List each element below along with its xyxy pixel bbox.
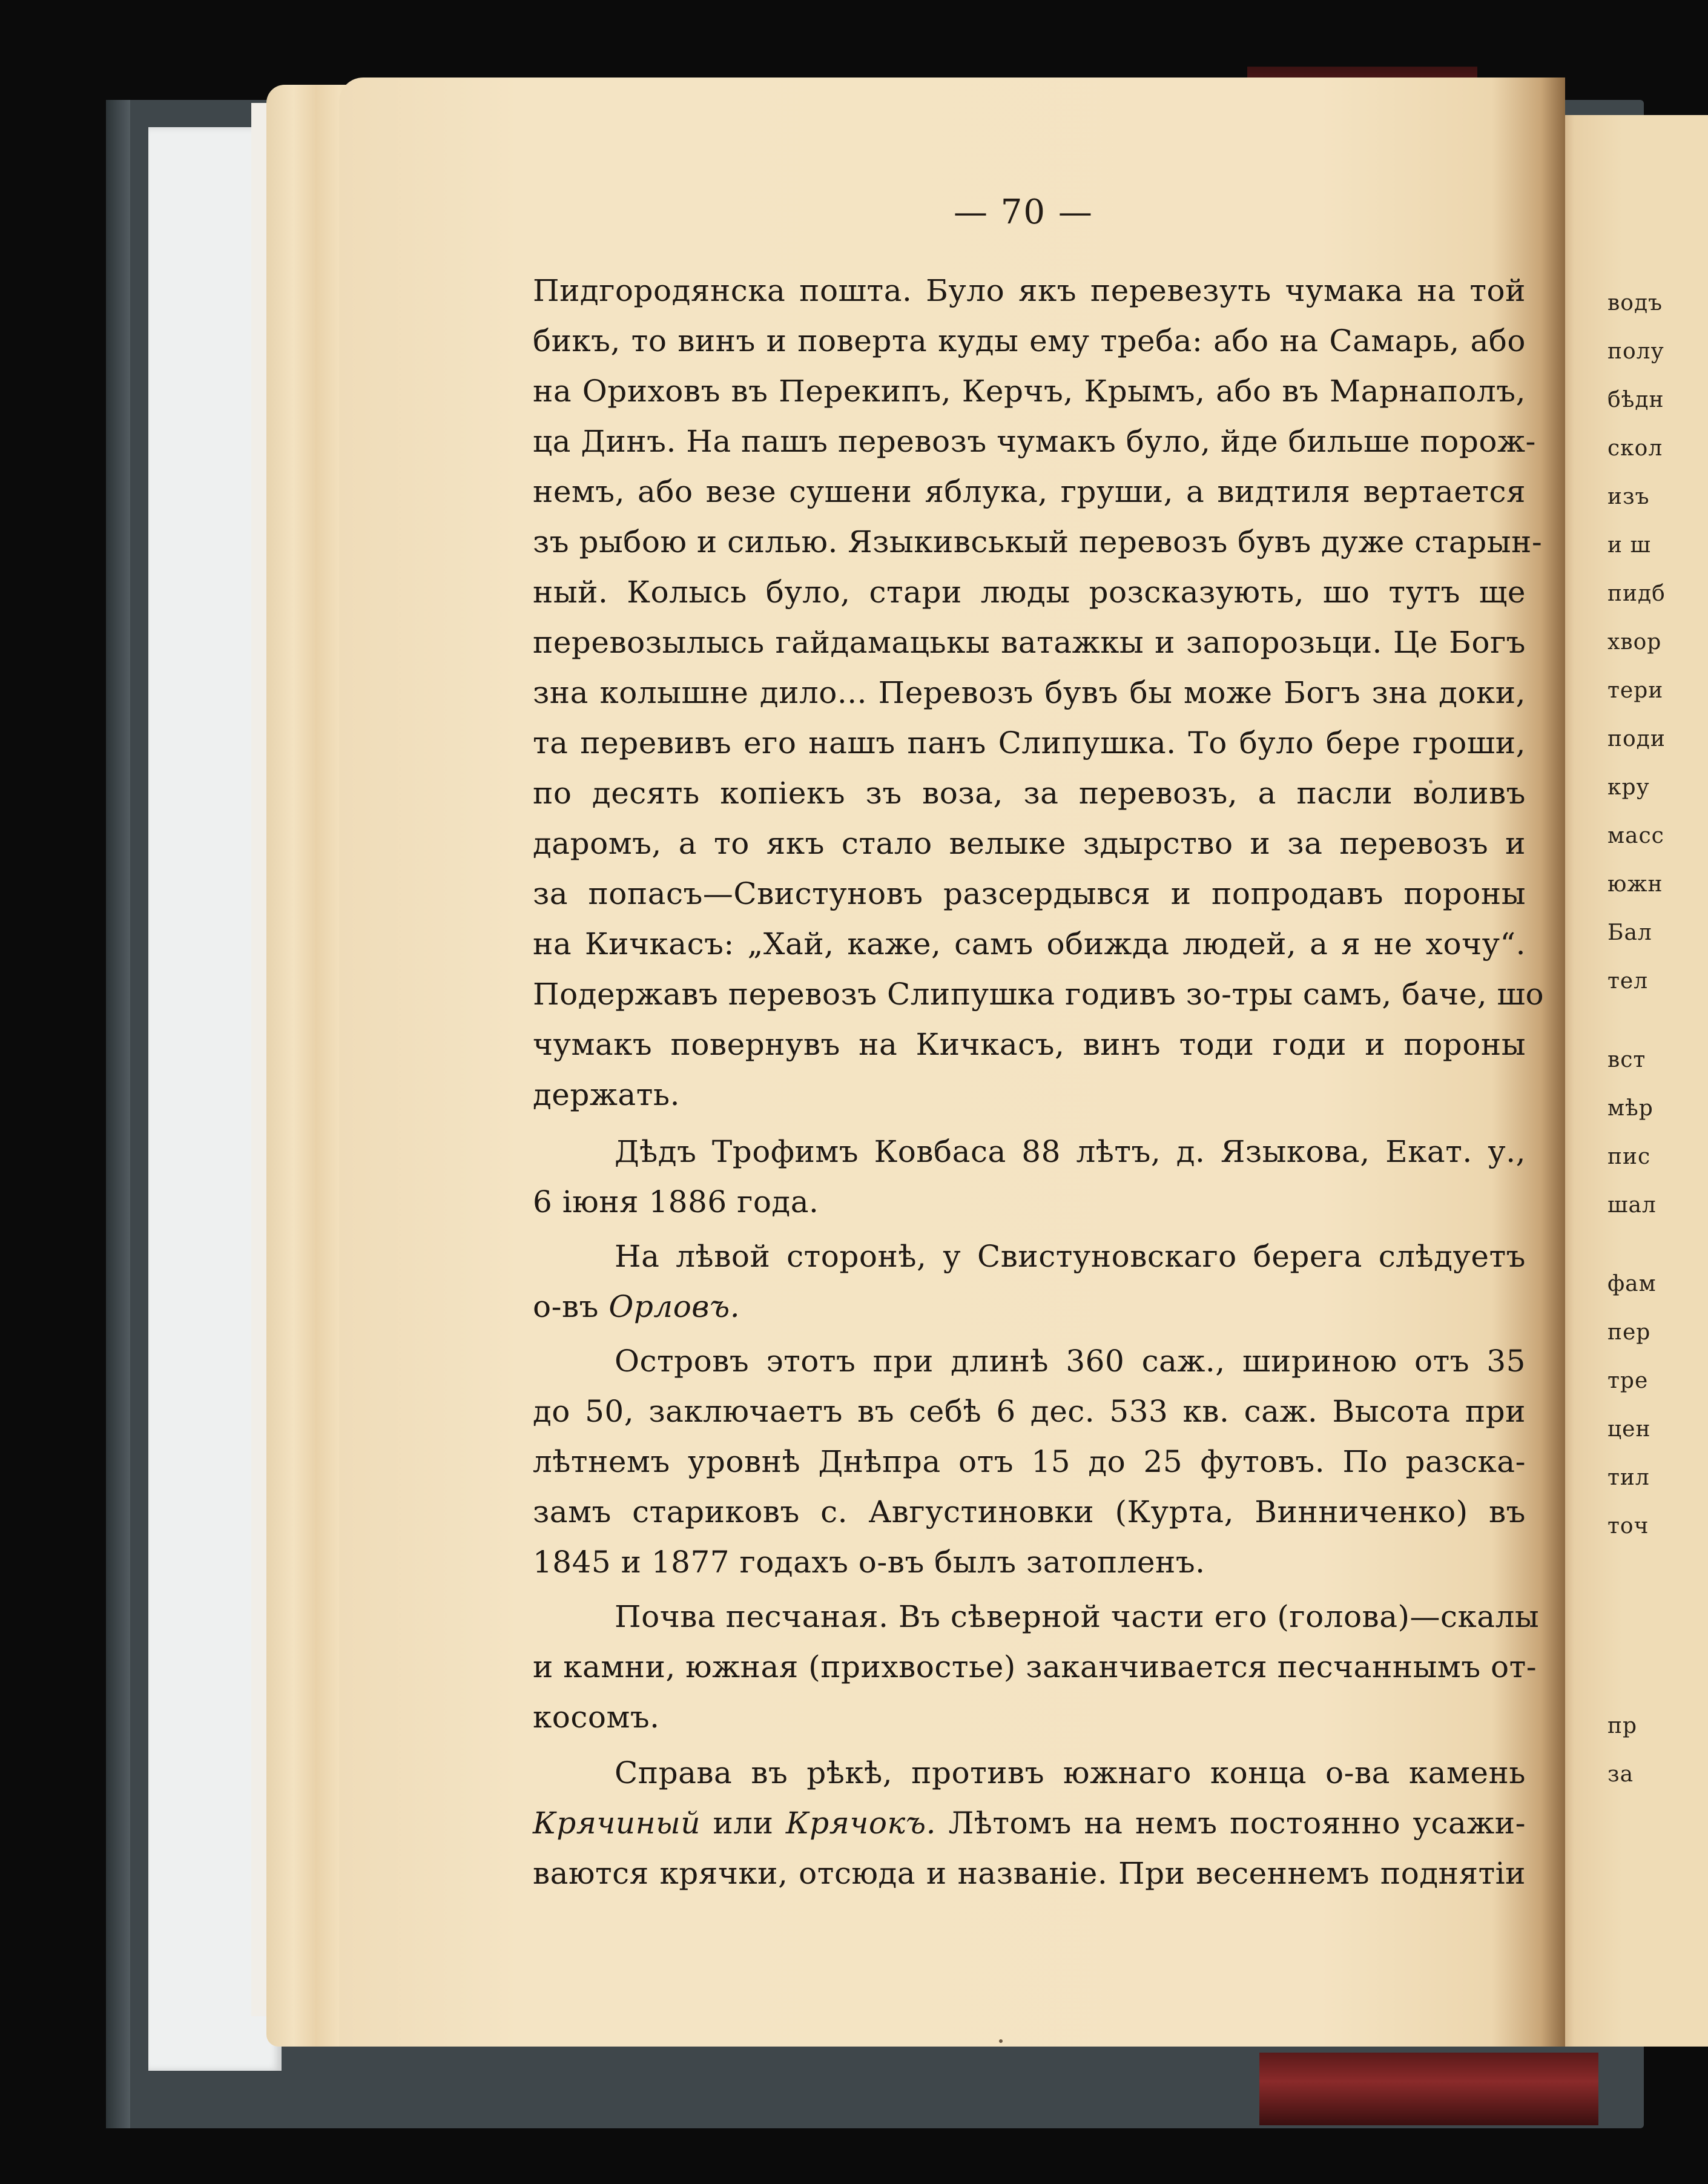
text-line: на Ориховъ въ Перекипъ, Керчъ, Крымъ, або въ Марнаполъ, (533, 374, 1526, 409)
facing-line: поди (1607, 727, 1666, 751)
book-cover-edge (106, 100, 130, 2128)
text-line: за попасъ—Свистуновъ разсердывся и попродавъ пороны (533, 876, 1526, 911)
text-fragment: о-въ (533, 1289, 599, 1324)
page-number: — 70 — (954, 193, 1093, 232)
text-line: бикъ, то винъ и поверта куды ему треба: або на Самарь, або (533, 323, 1526, 358)
rock-name-kryachok: Крячокъ. (785, 1806, 936, 1841)
text-line: по десять копіекъ зъ воза, за перевозъ, а пасли воливъ (533, 776, 1526, 811)
text-line: ный. Колысь було, стари люды розсказують, шо тутъ ще (533, 575, 1526, 610)
facing-page (1550, 115, 1708, 2047)
facing-line: южн (1607, 872, 1663, 897)
facing-line: хвор (1607, 630, 1662, 655)
text-line: держать. (533, 1077, 680, 1112)
text-line (533, 1805, 1526, 1841)
text-line: Пидгородянска пошта. Було якъ перевезуть чумака на той (533, 273, 1526, 308)
text-line: даромъ, а то якъ стало велыке здырство и за перевозъ и (533, 826, 1526, 861)
text-line: Справа въ рѣкѣ, противъ южнаго конца о-ва камень (615, 1755, 1526, 1790)
facing-line: пр (1607, 1714, 1638, 1738)
text-line: зъ рыбою и силью. Языкивськый перевозъ бувъ дуже старын- (533, 524, 1543, 559)
facing-line: пер (1607, 1320, 1651, 1345)
facing-line: кру (1607, 775, 1650, 800)
facing-line: цен (1607, 1417, 1651, 1442)
text-line: На лѣвой сторонѣ, у Свистуновскаго берега слѣдуетъ (615, 1239, 1526, 1274)
facing-line: мѣр (1607, 1096, 1654, 1121)
text-line: лѣтнемъ уровнѣ Днѣпра отъ 15 до 25 футовъ. По разска- (533, 1444, 1526, 1479)
facing-line: фам (1607, 1272, 1657, 1296)
facing-line: бѣдн (1607, 388, 1664, 412)
facing-line: пис (1607, 1144, 1651, 1169)
facing-line: тел (1607, 969, 1649, 994)
facing-line: водъ (1607, 291, 1663, 315)
text-line: та перевивъ его нашъ панъ Слипушка. То було бере гроши, (533, 725, 1526, 760)
facing-line: и ш (1607, 533, 1651, 558)
citation-line: Дѣдъ Трофимъ Ковбаса 88 лѣтъ, д. Языкова, Екат. у., (615, 1134, 1526, 1169)
text-line (533, 1288, 1526, 1325)
text-line: косомъ. (533, 1700, 660, 1735)
text-line: перевозылысь гайдамацькы ватажкы и запорозьци. Це Богъ (533, 625, 1526, 660)
text-line: ца Динъ. На пашъ перевозъ чумакъ було, йде бильше порож- (533, 424, 1536, 459)
text-line: Островъ этотъ при длинѣ 360 саж., шириною отъ 35 (615, 1344, 1526, 1379)
facing-line: пидб (1607, 581, 1666, 606)
facing-line: вст (1607, 1047, 1646, 1072)
text-line: до 50, заключаетъ въ себѣ 6 дес. 533 кв. саж. Высота при (533, 1394, 1526, 1429)
facing-line: за (1607, 1762, 1634, 1787)
binding-red-bottom (1259, 2053, 1598, 2125)
facing-line: точ (1607, 1514, 1649, 1539)
text-line: 1845 и 1877 годахъ о-въ былъ затопленъ. (533, 1545, 1205, 1580)
text-fragment: Лѣтомъ на немъ постоянно усажи- (948, 1806, 1526, 1841)
citation-line: 6 іюня 1886 года. (533, 1184, 819, 1219)
text-line: немъ, або везе сушени яблука, груши, а видтиля вертается (533, 474, 1526, 509)
facing-line: скол (1607, 436, 1663, 461)
facing-line: полу (1607, 339, 1664, 364)
text-line: зна колышне дило... Перевозъ бувъ бы може Богъ зна доки, (533, 675, 1526, 710)
text-line: Почва песчаная. Въ сѣверной части его (голова)—скалы (615, 1599, 1540, 1634)
text-line: чумакъ повернувъ на Кичкасъ, винъ тоди годи и пороны (533, 1027, 1526, 1062)
island-name-orlov: Орловъ. (608, 1289, 740, 1324)
facing-line: шал (1607, 1193, 1657, 1218)
facing-line: тери (1607, 678, 1664, 703)
text-line: Подержавъ перевозъ Слипушка годивъ зо-тры самъ, баче, шо (533, 977, 1545, 1012)
rock-name-kryachinyi: Крячиный (533, 1806, 701, 1841)
text-line: замъ стариковъ с. Августиновки (Курта, Винниченко) въ (533, 1494, 1526, 1529)
facing-line: Бал (1607, 920, 1652, 945)
text-line: на Кичкасъ: „Хай, каже, самъ обижда людей, а я не хочу“. (533, 926, 1526, 962)
facing-line: изъ (1607, 484, 1650, 509)
facing-line: тил (1607, 1465, 1650, 1490)
facing-line: масс (1607, 823, 1664, 848)
text-fragment: или (713, 1806, 774, 1841)
text-line: ваются крячки, отсюда и названіе. При весеннемъ поднятіи (533, 1856, 1526, 1891)
text-line: и камни, южная (прихвостье) заканчивается песчаннымъ от- (533, 1649, 1537, 1684)
facing-line: тре (1607, 1368, 1649, 1393)
paper-speck (999, 2039, 1003, 2043)
